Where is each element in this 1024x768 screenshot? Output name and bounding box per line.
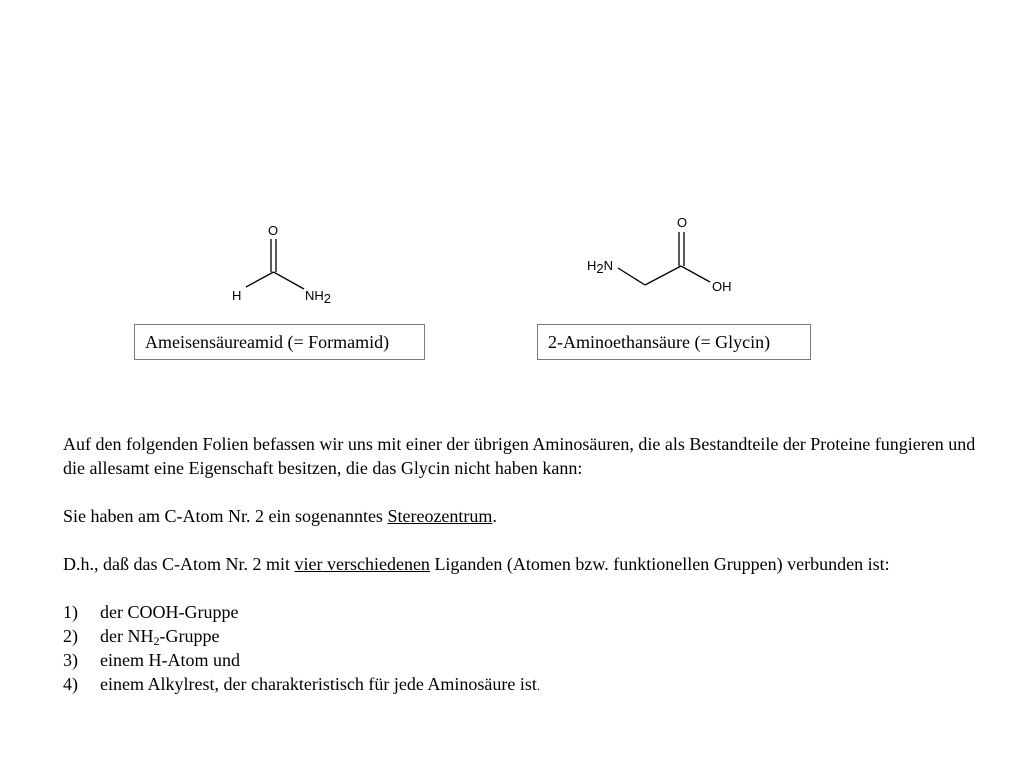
list-item [63, 648, 983, 672]
list-text: einem Alkylrest, der charakteristisch für jede Aminosäure ist. [100, 674, 541, 694]
glycine-cc-bond [645, 266, 681, 285]
body-text [63, 432, 983, 698]
formamide-caption [134, 324, 425, 360]
list-number: 1) [63, 602, 78, 622]
formamide-caption-text: Ameisensäureamid (= Formamid) [145, 332, 390, 352]
dh-suffix: Liganden (Atomen bzw. funktionellen Gruppen) verbunden ist: [429, 554, 890, 574]
dh-prefix: D.h., daß das C-Atom Nr. 2 mit [63, 554, 295, 574]
formamide-structure [220, 215, 350, 310]
formamide-ch-bond [246, 272, 274, 287]
list-item [63, 624, 983, 648]
glycine-nc-bond [618, 268, 645, 285]
glycine-atom-o: O [677, 215, 688, 230]
glycine-atom-oh: OH [712, 279, 732, 294]
glycine-caption [537, 324, 811, 360]
glycine-structure [580, 208, 750, 303]
list-text: der COOH-Gruppe [100, 602, 239, 622]
list-number: 2) [63, 626, 78, 646]
list-number: 4) [63, 674, 78, 694]
glycine-caption-text: 2-Aminoethansäure (= Glycin) [548, 332, 771, 352]
list-number: 3) [63, 650, 78, 670]
formamide-atom-o: O [268, 223, 279, 238]
formamide-atom-nh: NH2 [305, 288, 332, 306]
list-item [63, 600, 983, 624]
formamide-atom-h: H [232, 288, 242, 303]
list-text: einem H-Atom und [100, 650, 240, 670]
stereo-prefix: Sie haben am C-Atom Nr. 2 ein sogenanntes [63, 506, 388, 526]
dh-paragraph [63, 552, 983, 576]
list-item [63, 672, 983, 698]
stereo-paragraph [63, 504, 983, 528]
formamide-cn-bond [274, 272, 305, 289]
intro-paragraph: Auf den folgenden Folien befassen wir uns mit einer der übrigen Aminosäuren, die als Bestandteile der Proteine fungieren und die allesamt eine Eigenschaft besitzen, die das Glycin nicht haben kann: [63, 434, 976, 478]
dh-term: vier verschiedenen [294, 554, 430, 574]
glycine-coh-bond [681, 266, 710, 282]
stereo-suffix: . [492, 506, 497, 526]
stereo-term: Stereozentrum [387, 506, 493, 526]
list-text: der $NH_2$-Gruppe [100, 626, 220, 648]
glycine-atom-h2n: H2N [587, 258, 614, 276]
